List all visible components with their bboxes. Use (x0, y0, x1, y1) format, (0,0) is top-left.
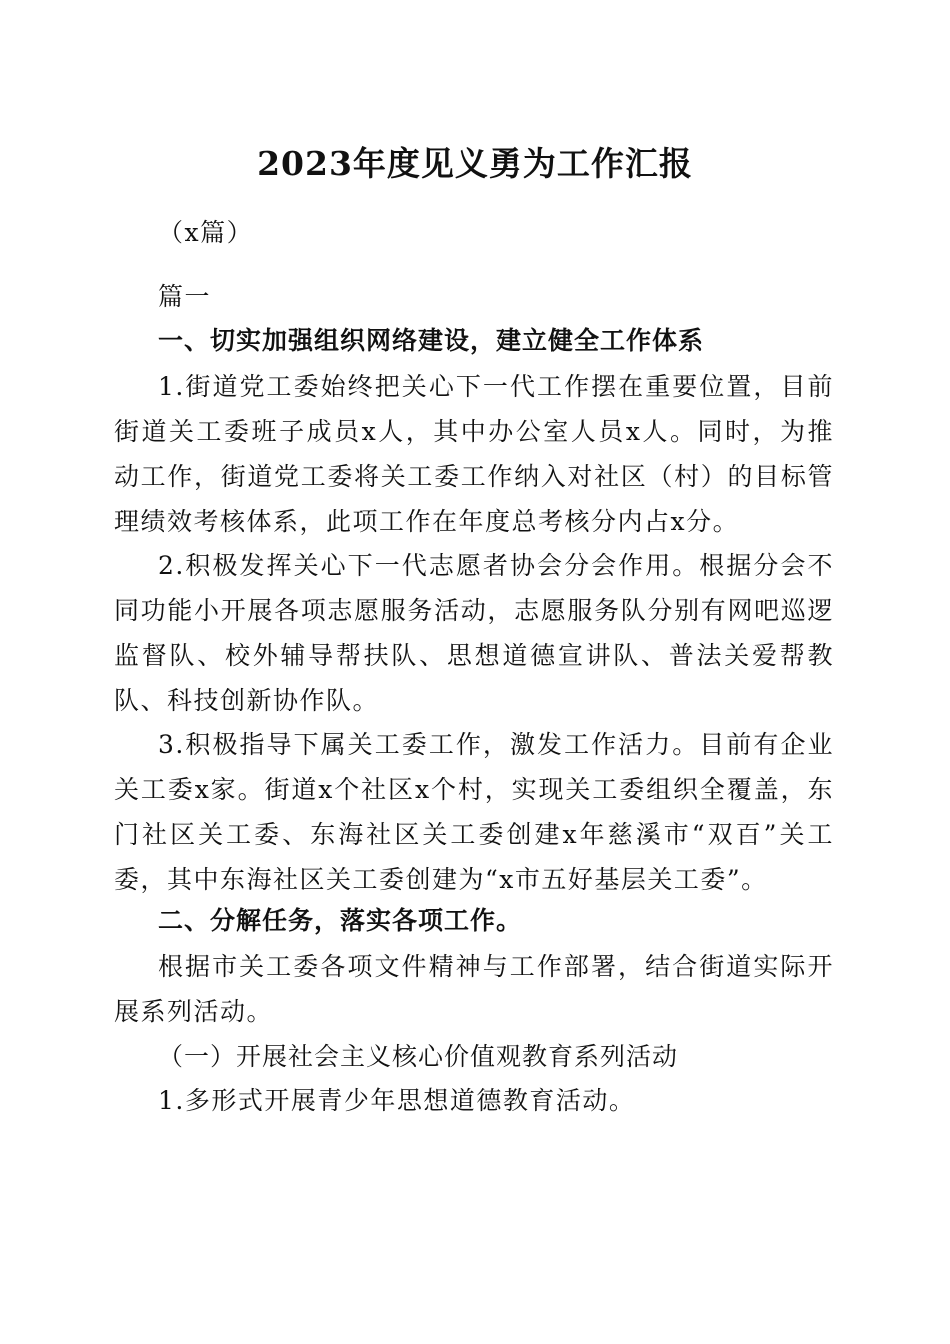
section-1-heading: 一、切实加强组织网络建设，建立健全工作体系 (158, 326, 705, 355)
paragraph-1: 1.街道党工委始终把关心下一代工作摆在重要位置，目前街道关工委班子成员x人，其中办公室人员x人。同时，为推动工作，街道党工委将关工委工作纳入对社区（村）的目标管理绩效考核体系，此项工作在年度总考核分内占x分。 (114, 372, 834, 536)
document-title: 2023年度见义勇为工作汇报 (257, 144, 693, 183)
paragraph-4: 根据市关工委各项文件精神与工作部署，结合街道实际开展系列活动。 (114, 952, 834, 1026)
subsection-1-heading: （一）开展社会主义核心价值观教育系列活动 (158, 1042, 679, 1071)
paragraph-5: 1.多形式开展青少年思想道德教育活动。 (158, 1086, 636, 1115)
paragraph-3: 3.积极指导下属关工委工作，激发工作活力。目前有企业关工委x家。街道x个社区x个村，实现关工委组织全覆盖，东门社区关工委、东海社区关工委创建x年慈溪市“双百”关工委，其中东海社区关工委创建为“x市五好基层关工委”。 (114, 730, 834, 894)
chapter-label: 篇一 (158, 282, 212, 311)
paragraph-2: 2.积极发挥关心下一代志愿者协会分会作用。根据分会不同功能小开展各项志愿服务活动，志愿服务队分别有网吧巡逻监督队、校外辅导帮扶队、思想道德宣讲队、普法关爱帮教队、科技创新协作队。 (114, 551, 834, 715)
section-2-heading: 二、分解任务，落实各项工作。 (158, 906, 523, 935)
note-line: （x篇） (158, 218, 254, 247)
